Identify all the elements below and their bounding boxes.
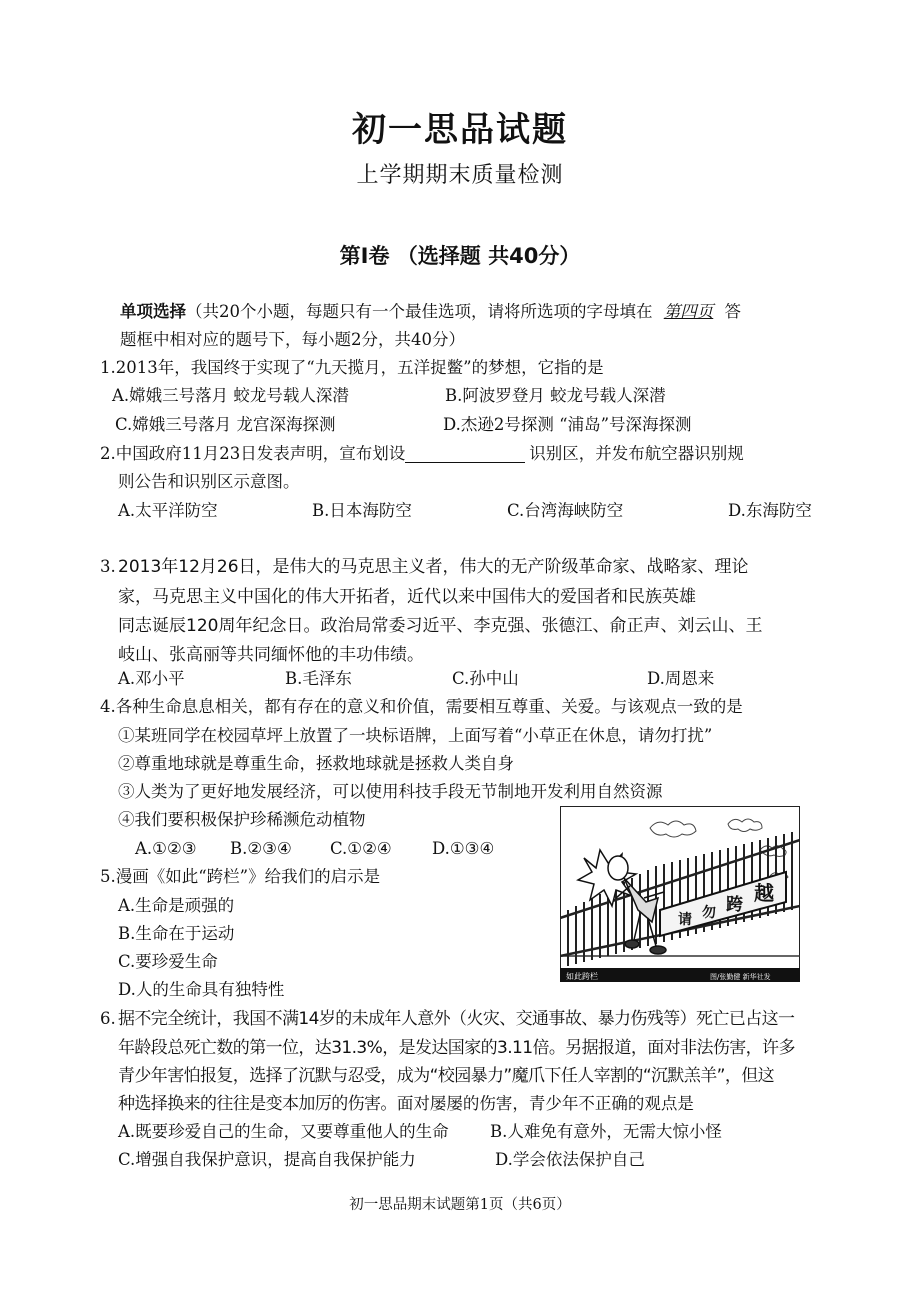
q1-stem: 1.2013年，我国终于实现了“九天揽月，五洋捉鳖”的梦想，它指的是 (100, 358, 604, 377)
q3-option-b: B.毛泽东 (285, 669, 352, 688)
cartoon-svg (560, 806, 800, 982)
page-subtitle: 上学期期末质量检测 (356, 163, 564, 188)
q6-option-b: B.人难免有意外，无需大惊小怪 (490, 1122, 722, 1141)
q1-option-c: C.嫦娥三号落月 龙宫深海探测 (115, 415, 336, 434)
q1-option-d: D.杰逊2号探测 “浦岛”号深海探测 (443, 415, 692, 434)
q5-option-b: B.生命在于运动 (118, 924, 235, 943)
q2-option-b: B.日本海防空 (312, 501, 412, 520)
instructions-label: 单项选择 (120, 302, 186, 321)
q4-option-d: D.①③④ (432, 839, 495, 858)
page-title: 初一思品试题 (352, 110, 568, 150)
sign-char-2: 勿 (702, 905, 716, 921)
q6-option-d: D.学会依法保护自己 (495, 1150, 645, 1169)
section-heading: 第Ⅰ卷 （选择题 共40分） (339, 244, 581, 268)
q4-stem: 4.各种生命息息相关，都有存在的意义和价值，需要相互尊重、关爱。与该观点一致的是 (100, 697, 743, 716)
q2-stem (100, 440, 744, 468)
q6-line-4-sans: 种选择换来的往往是变本加厉的伤害。 (118, 1094, 397, 1114)
q1-option-a: A.嫦娥三号落月 蛟龙号载人深潜 (112, 386, 349, 405)
q2-stem-start: 2.中国政府11月23日发表声明，宣布划设 (100, 444, 406, 463)
sign-char-4: 越 (754, 881, 774, 905)
page-reference: 第四页 (663, 302, 714, 321)
instructions-text: （共20个小题，每题只有一个最佳选项，请将所选项的字母填在 (186, 302, 653, 321)
q4-option-b: B.②③④ (230, 839, 292, 858)
q4-statement-3: ③人类为了更好地发展经济，可以使用科技手段无节制地开发利用自然资源 (118, 782, 663, 801)
q6-number: 6. (100, 1009, 116, 1028)
sign-char-1: 请 (678, 912, 692, 928)
q3-line-4: 岐山、张高丽等共同缅怀他的丰功伟绩。 (118, 645, 424, 665)
cartoon-caption-credit: 图/张勤健 新华社发 (710, 973, 771, 981)
q4-option-a: A.①②③ (135, 839, 197, 858)
q6-line-2: 年龄段总死亡数的第一位，达31.3%，是发达国家的3.11倍。另据报道，面对非法伤害，许多 (118, 1038, 795, 1058)
q3-line-1: 2013年12月26日，是伟大的马克思主义者，伟大的无产阶级革命家、战略家、理论 (118, 557, 749, 577)
q6-option-a: A.既要珍爱自己的生命，又要尊重他人的生命 (118, 1122, 449, 1141)
instructions-line-1 (120, 298, 741, 326)
q4-option-c: C.①②④ (330, 839, 392, 858)
q3-option-c: C.孙中山 (452, 669, 519, 688)
q2-stem-end: 识别区，并发布航空器识别规 (529, 444, 744, 463)
page-footer: 初一思品期末试题第1页（共6页） (349, 1197, 571, 1213)
q2-option-a: A.太平洋防空 (118, 501, 218, 520)
q3-option-a: A.邓小平 (118, 669, 185, 688)
q2-stem-line-2: 则公告和识别区示意图。 (118, 472, 300, 491)
q5-option-a: A.生命是顽强的 (118, 896, 235, 915)
q4-statement-1: ①某班同学在校园草坪上放置了一块标语牌，上面写着“小草正在休息，请勿打扰” (118, 726, 713, 745)
q4-statement-4: ④我们要积极保护珍稀濒危动植物 (118, 810, 366, 829)
sign-char-3: 跨 (726, 895, 743, 915)
q5-option-d: D.人的生命具有独特性 (118, 980, 285, 999)
q3-number: 3. (100, 557, 116, 576)
cartoon-caption-title: 如此跨栏 (566, 972, 598, 981)
q6-option-c: C.增强自我保护意识，提高自我保护能力 (118, 1150, 416, 1169)
q2-answer-blank (405, 444, 525, 463)
q3-option-d: D.周恩来 (647, 669, 715, 688)
q2-option-c: C.台湾海峡防空 (507, 501, 624, 520)
q4-statement-2: ②尊重地球就是尊重生命，拯救地球就是拯救人类自身 (118, 754, 514, 773)
q5-option-c: C.要珍爱生命 (118, 952, 218, 971)
q3-line-3: 同志诞辰120周年纪念日。政治局常委习近平、李克强、张德江、俞正声、刘云山、王 (118, 616, 763, 636)
q3-line-2: 家，马克思主义中国化的伟大开拓者，近代以来中国伟大的爱国者和民族英雄 (118, 587, 696, 607)
instructions-text-end: 答 (724, 302, 741, 321)
cartoon-hurdle-illustration (560, 806, 800, 982)
instructions-line-2: 题框中相对应的题号下，每小题2分，共40分） (120, 330, 465, 349)
q6-line-4 (118, 1090, 694, 1118)
q1-option-b: B.阿波罗登月 蛟龙号载人深潜 (445, 386, 666, 405)
q6-line-3: 青少年害怕报复，选择了沉默与忍受，成为“校园暴力”魔爪下任人宰割的“沉默羔羊”，但这 (118, 1066, 775, 1086)
q5-stem: 5.漫画《如此“跨栏”》给我们的启示是 (100, 867, 381, 886)
q6-question: 面对屡屡的伤害，青少年不正确的观点是 (396, 1094, 694, 1113)
q2-option-d: D.东海防空 (728, 501, 812, 520)
q6-line-1: 据不完全统计，我国不满14岁的未成年人意外（火灾、交通事故、暴力伤残等）死亡已占这一 (118, 1009, 795, 1029)
